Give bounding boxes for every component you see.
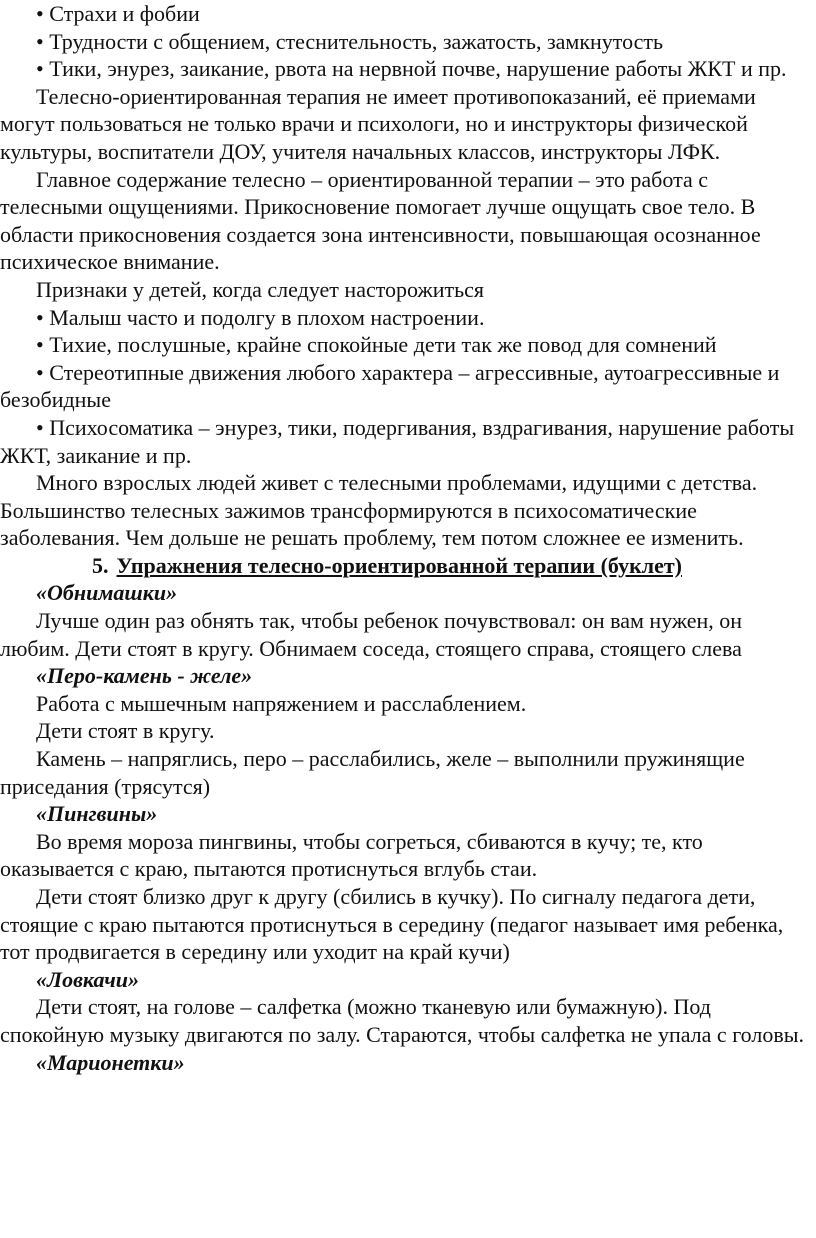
sign-psychosomatics: • Психосоматика – энурез, тики, подергивания, вздрагивания, нарушение работы ЖКТ, заикание и пр. bbox=[0, 414, 795, 468]
exercise-feather-text-1: Работа с мышечным напряжением и расслаблением. bbox=[36, 690, 527, 716]
exercise-title-penguins: «Пингвины» bbox=[36, 801, 158, 827]
exercise-title-hugs: «Обнимашки» bbox=[36, 580, 178, 606]
bullet-tics: • Тики, энурез, заикание, рвота на нервной почве, нарушение работы ЖКТ и пр. bbox=[36, 56, 787, 82]
sign-stereotyped-movements: • Стереотипные движения любого характера – агрессивные, аутоагрессивные и безобидные bbox=[0, 359, 780, 413]
exercise-feather-text-3: Камень – напряглись, перо – расслабились, желе – выполнили пружинящие приседания (трясутся) bbox=[0, 746, 745, 799]
exercise-title-feather-stone-jelly: «Перо-камень - желе» bbox=[36, 663, 253, 689]
paragraph-main-content: Главное содержание телесно – ориентированной терапии – это работа с телесными ощущениями. Прикосновение помогает лучше ощущать свое тело. В области прикосновения создается зона интенсивности, повышающая осознанное психическое внимание. bbox=[0, 166, 761, 275]
exercise-title-dodgers: «Ловкачи» bbox=[36, 966, 140, 992]
signs-heading: Признаки у детей, когда следует насторожиться bbox=[36, 276, 485, 302]
sign-quiet-children: • Тихие, послушные, крайне спокойные дети так же повод для сомнений bbox=[36, 332, 717, 358]
bullet-fears: • Страхи и фобии bbox=[36, 1, 200, 26]
exercise-hugs-text: Лучше один раз обнять так, чтобы ребенок почувствовал: он вам нужен, он любим. Дети стоят в кругу. Обнимаем соседа, стоящего справа, стоящего слева bbox=[0, 608, 743, 661]
sign-bad-mood: • Малыш часто и подолгу в плохом настроении. bbox=[36, 304, 485, 330]
section-title: Упражнения телесно-ориентированной терапии (буклет) bbox=[116, 552, 682, 578]
exercise-title-marionettes: «Марионетки» bbox=[36, 1049, 185, 1075]
section-number: 5. bbox=[92, 552, 109, 578]
exercise-penguins-text-1: Во время мороза пингвины, чтобы согреться, сбиваются в кучу; те, кто оказывается с краю, пытаются протиснуться вглубь стаи. bbox=[0, 828, 703, 882]
exercise-penguins-text-2: Дети стоят близко друг к другу (сбились в кучку). По сигналу педагога дети, стоящие с краю пытаются протиснуться в середину (педагог называет имя ребенка, тот продвигается в середину или уходит на край кучи) bbox=[0, 884, 784, 965]
bullet-communication: • Трудности с общением, стеснительность, зажатость, замкнутость bbox=[36, 28, 664, 54]
section-heading bbox=[0, 552, 813, 580]
exercise-dodgers-text: Дети стоят, на голове – салфетка (можно тканевую или бумажную). Под спокойную музыку двигаются по залу. Стараются, чтобы салфетка не упала с головы. bbox=[0, 994, 805, 1047]
exercise-feather-text-2: Дети стоят в кругу. bbox=[36, 718, 215, 744]
paragraph-no-contraindications: Телесно-ориентированная терапия не имеет противопоказаний, её приемами могут пользоваться не только врачи и психологи, но и инструкторы физической культуры, воспитатели ДОУ, учителя начальных классов, инструкторы ЛФК. bbox=[0, 83, 756, 164]
paragraph-adults: Много взрослых людей живет с телесными проблемами, идущими с детства. Большинство телесных зажимов трансформируются в психосоматические заболевания. Чем дольше не решать проблему, тем потом сложнее ее изменить. bbox=[0, 470, 758, 551]
